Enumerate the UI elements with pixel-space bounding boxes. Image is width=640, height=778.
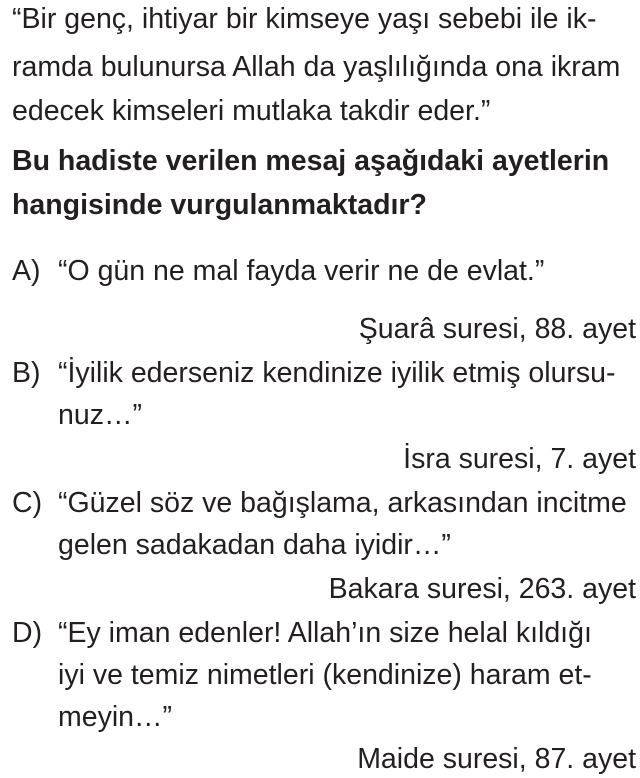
option-text: “O gün ne mal fayda verir ne de evlat.” <box>58 255 545 287</box>
option-source: Maide suresi, 87. ayet <box>357 743 636 775</box>
option-letter: C) <box>12 487 43 519</box>
option-text: “İyilik ederseniz kendinize iyilik etmiş olursu- <box>58 357 616 389</box>
hadith-line: “Bir genç, ihtiyar bir kimseye yaşı sebebi ile ik- <box>12 3 597 35</box>
option-text: “Ey iman edenler! Allah’ın size helal kıldığı <box>58 617 592 649</box>
option-letter: A) <box>12 255 41 287</box>
option-text: iyi ve temiz nimetleri (kendinize) haram et- <box>58 659 592 691</box>
option-text: meyin…” <box>58 701 173 733</box>
question-line: Bu hadiste verilen mesaj aşağıdaki ayetlerin <box>12 145 610 177</box>
option-text: gelen sadakadan daha iyidir…” <box>58 529 451 561</box>
option-source: Şuarâ suresi, 88. ayet <box>358 313 636 345</box>
option-source: Bakara suresi, 263. ayet <box>328 573 636 605</box>
option-letter: D) <box>12 617 43 649</box>
option-letter: B) <box>12 357 41 389</box>
option-text: “Güzel söz ve bağışlama, arkasından incitme <box>58 487 627 519</box>
question-line: hangisinde vurgulanmaktadır? <box>12 189 427 221</box>
option-source: İsra suresi, 7. ayet <box>403 443 636 475</box>
option-text: nuz…” <box>58 399 142 431</box>
hadith-line: edecek kimseleri mutlaka takdir eder.” <box>12 95 491 127</box>
hadith-line: ramda bulunursa Allah da yaşlılığında ona ikram <box>12 51 621 83</box>
